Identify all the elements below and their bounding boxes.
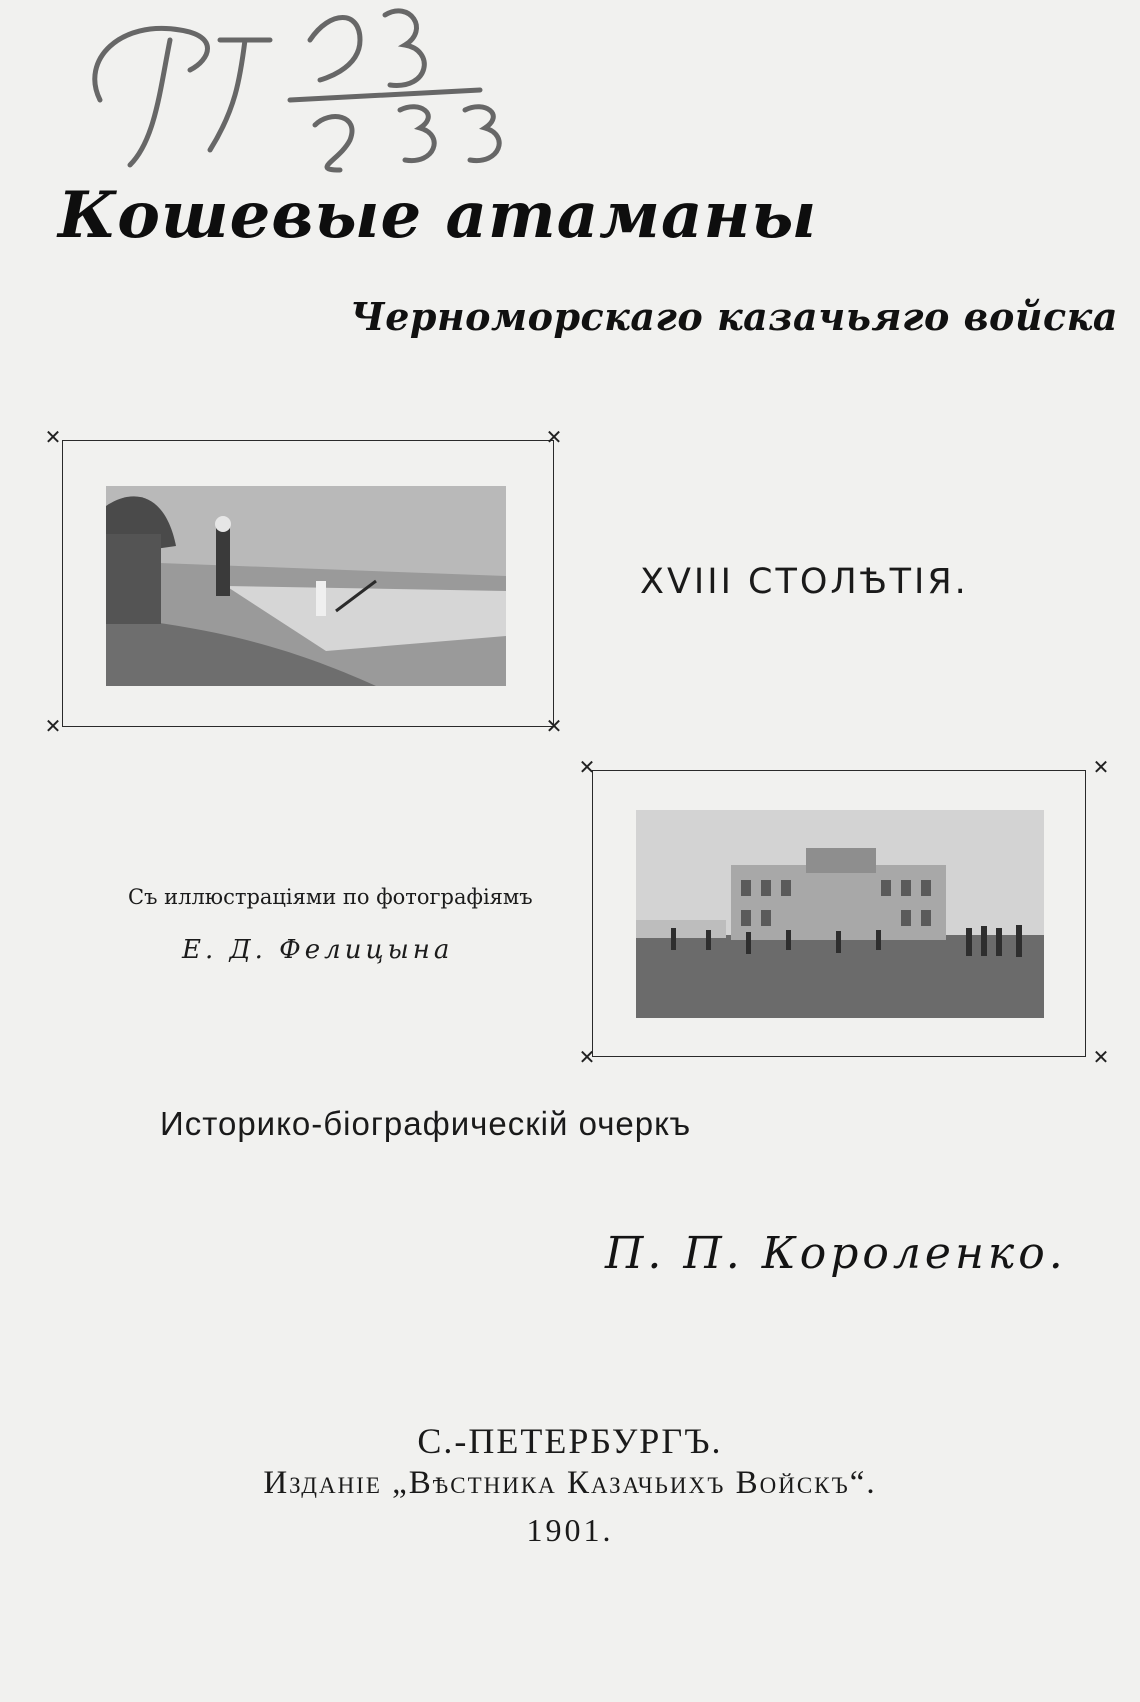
frame-corner-ornament: ✕ — [1092, 1045, 1110, 1069]
photo-school-building — [636, 810, 1044, 1018]
frame-corner-ornament: ✕ — [545, 425, 563, 449]
frame-corner-ornament: ✕ — [1092, 755, 1110, 779]
book-subtitle: Черноморскаго казачьяго войска — [350, 294, 1119, 339]
frame-corner-ornament: ✕ — [44, 425, 62, 449]
illustrations-label: Съ иллюстраціями по фотографіямъ — [128, 885, 533, 909]
imprint-year: 1901. — [526, 1512, 614, 1548]
frame-corner-ornament: ✕ — [44, 714, 62, 738]
imprint-publisher: Изданіе „Вѣстника Казачьихъ Войскъ“. — [263, 1465, 877, 1501]
author-name: П. П. Короленко. — [605, 1228, 1067, 1279]
century-caption: XVIII СТОЛѢТІЯ. — [640, 562, 969, 602]
imprint-city: С.-ПЕТЕРБУРГЪ. — [417, 1421, 723, 1461]
book-title: Кошевые атаманы — [58, 178, 818, 253]
photo-river-bank — [106, 486, 506, 686]
frame-corner-ornament: ✕ — [578, 1045, 596, 1069]
photographer-name: Е. Д. Фелицына — [182, 935, 454, 965]
handwritten-shelfmark — [60, 0, 520, 180]
genre-line: Историко-біографическій очеркъ — [160, 1105, 692, 1142]
frame-corner-ornament: ✕ — [545, 714, 563, 738]
frame-corner-ornament: ✕ — [578, 755, 596, 779]
